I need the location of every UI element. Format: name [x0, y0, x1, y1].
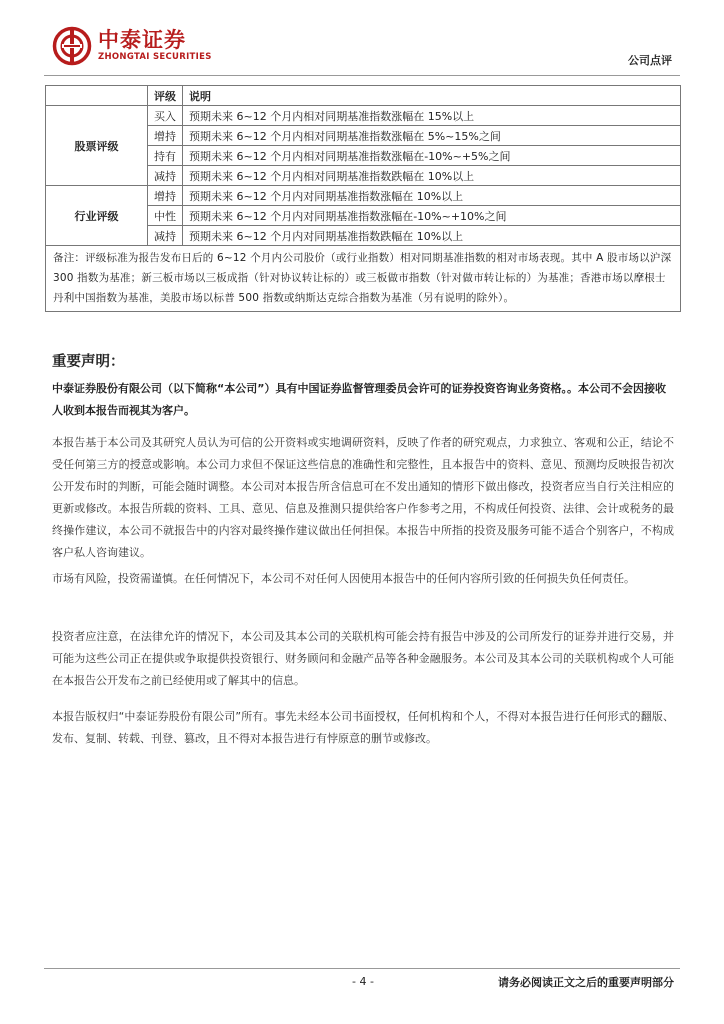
header-divider [44, 75, 680, 76]
logo-english-name: ZHONGTAI SECURITIES [98, 52, 212, 62]
table-row [46, 186, 681, 206]
description-column-header: 说明 [183, 86, 681, 106]
rating-description: 预期未来 6~12 个月内对同期基准指数跌幅在 10%以上 [183, 226, 681, 246]
disclaimer-paragraph: 投资者应注意，在法律允许的情况下，本公司及其本公司的关联机构可能会持有报告中涉及的公司所发行的证券并进行交易，并可能为这些公司正在提供或争取提供投资银行、财务顾问和金融产品等各种金融服务。本公司及其本公司的关联机构或个人可能在本报告公开发布之前已经使用或了解其中的信息。 [52, 630, 674, 687]
rating-description: 预期未来 6~12 个月内相对同期基准指数涨幅在 15%以上 [183, 106, 681, 126]
level-column-header: 评级 [148, 86, 183, 106]
footer-notice: 请务必阅读正文之后的重要声明部分 [498, 976, 674, 989]
disclaimer-paragraph: 本报告基于本公司及其研究人员认为可信的公开资料或实地调研资料，反映了作者的研究观点，力求独立、客观和公正，结论不受任何第三方的授意或影响。本公司力求但不保证这些信息的准确性和完整性，且本报告中的资料、意见、预测均反映报告初次公开发布时的判断，可能会随时调整。本公司对本报告所含信息可在不发出通知的情形下做出修改，投资者应当自行关注相应的更新或修改。本报告所载的资料、工具、意见、信息及推测只提供给客户作参考之用，不构成任何投资、法律、会计或税务的最终操作建议，本公司不就报告中的内容对最终操作建议做出任何担保。本报告中所指的投资及服务可能不适合个别客户，不构成客户私人咨询建议。 [52, 436, 674, 559]
rating-level: 减持 [148, 166, 183, 186]
rating-description: 预期未来 6~12 个月内相对同期基准指数跌幅在 10%以上 [183, 166, 681, 186]
zhongtai-logo-icon [52, 26, 92, 66]
rating-description: 预期未来 6~12 个月内对同期基准指数涨幅在-10%~+10%之间 [183, 206, 681, 226]
rating-level: 减持 [148, 226, 183, 246]
document-type: 公司点评 [628, 54, 672, 67]
table-header-row [46, 86, 681, 106]
rating-description: 预期未来 6~12 个月内对同期基准指数涨幅在 10%以上 [183, 186, 681, 206]
rating-level: 买入 [148, 106, 183, 126]
qualification-statement: 中泰证券股份有限公司（以下简称“本公司”）具有中国证券监督管理委员会许可的证券投资咨询业务资格。。本公司不会因接收人收到本报告而视其为客户。 [52, 382, 666, 417]
footer-divider [44, 968, 680, 969]
rating-level: 中性 [148, 206, 183, 226]
rating-definition-table [45, 85, 681, 312]
rating-level: 增持 [148, 126, 183, 146]
logo-chinese-name: 中泰证券 [98, 28, 186, 52]
rating-level: 增持 [148, 186, 183, 206]
rating-level: 持有 [148, 146, 183, 166]
disclaimer-paragraph: 本报告版权归“中泰证券股份有限公司”所有。事先未经本公司书面授权，任何机构和个人，不得对本报告进行任何形式的翻版、发布、复制、转载、刊登、篡改，且不得对本报告进行有悖原意的删节或修改。 [52, 710, 674, 745]
table-corner-cell [46, 86, 148, 106]
rating-description: 预期未来 6~12 个月内相对同期基准指数涨幅在 5%~15%之间 [183, 126, 681, 146]
table-row [46, 106, 681, 126]
rating-note: 备注：评级标准为报告发布日后的 6~12 个月内公司股价（或行业指数）相对同期基准指数的相对市场表现。其中 A 股市场以沪深 300 指数为基准；新三板市场以三板成指（针对协议转让标的）或三板做市指数（针对做市转让标的）为基准；香港市场以摩根士丹利中国指数为基准，美股市场以标普 500 指数或纳斯达克综合指数为基准（另有说明的除外）。 [46, 246, 681, 312]
disclaimer-title: 重要声明： [52, 354, 125, 370]
page-number: - 4 - [352, 975, 374, 988]
disclaimer-paragraph: 市场有风险，投资需谨慎。在任何情况下，本公司不对任何人因使用本报告中的任何内容所引致的任何损失负任何责任。 [52, 572, 635, 585]
company-logo [52, 26, 212, 66]
rating-description: 预期未来 6~12 个月内相对同期基准指数涨幅在-10%~+5%之间 [183, 146, 681, 166]
table-note-row [46, 246, 681, 312]
page-header [0, 0, 724, 80]
stock-rating-category: 股票评级 [46, 106, 148, 186]
industry-rating-category: 行业评级 [46, 186, 148, 246]
